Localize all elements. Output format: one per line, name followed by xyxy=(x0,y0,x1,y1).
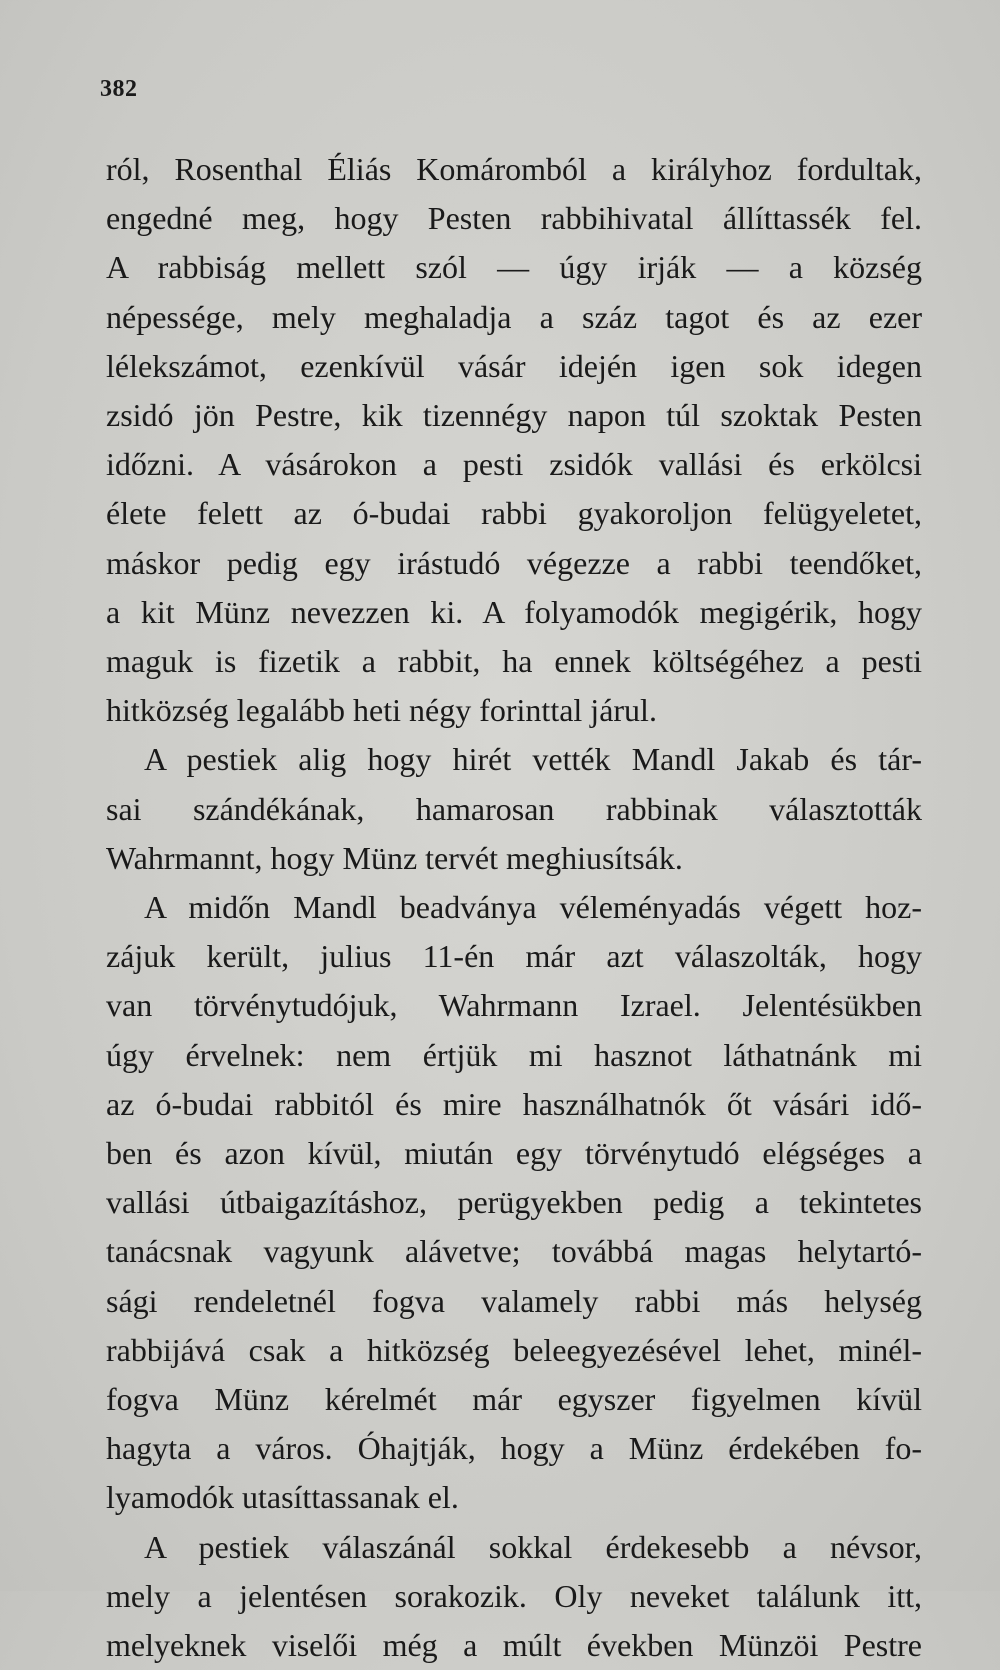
page-number: 382 xyxy=(100,76,138,102)
paragraph xyxy=(106,1523,922,1670)
text-line: zsidó jön Pestre, kik tizennégy napon túl szoktak Pesten xyxy=(106,397,922,434)
text-line: fogva Münz kérelmét már egyszer figyelmen kívül xyxy=(106,1381,922,1418)
text-line: Wahrmannt, hogy Münz tervét meghiusítsák. xyxy=(106,839,683,876)
body-text xyxy=(106,145,922,1670)
text-line: úgy érvelnek: nem értjük mi hasznot láthatnánk mi xyxy=(106,1036,922,1073)
text-line: A rabbiság mellett szól — úgy irják — a község xyxy=(106,249,922,286)
text-line: élete felett az ó-budai rabbi gyakoroljon felügyeletet, xyxy=(106,495,922,532)
text-line: A pestiek alig hogy hirét vették Mandl Jakab és tár- xyxy=(144,741,922,778)
text-line: melyeknek viselői még a múlt években Münzöi Pestre xyxy=(106,1627,922,1664)
text-line: A midőn Mandl beadványa véleményadás végett hoz- xyxy=(144,889,922,926)
text-line: ról, Rosenthal Éliás Komáromból a királyhoz fordultak, xyxy=(106,151,922,187)
text-line: hitközség legalább heti négy forinttal járul. xyxy=(106,692,657,729)
text-line: hagyta a város. Óhajtják, hogy a Münz érdekében fo- xyxy=(106,1430,922,1467)
text-line: népessége, mely meghaladja a száz tagot és az ezer xyxy=(106,298,922,335)
paragraph xyxy=(106,883,922,1523)
text-line: ben és azon kívül, miután egy törvénytudó elégséges a xyxy=(106,1135,922,1172)
text-line: zájuk került, julius 11-én már azt válaszolták, hogy xyxy=(106,938,922,975)
text-line: a kit Münz nevezzen ki. A folyamodók megigérik, hogy xyxy=(106,593,922,630)
text-line: engedné meg, hogy Pesten rabbihivatal állíttassék fel. xyxy=(106,200,922,237)
text-line: mely a jelentésen sorakozik. Oly neveket találunk itt, xyxy=(106,1577,922,1614)
text-line: az ó-budai rabbitól és mire használhatnók őt vásári idő- xyxy=(106,1085,922,1122)
text-line: van törvénytudójuk, Wahrmann Izrael. Jelentésükben xyxy=(106,987,922,1024)
text-line: vallási útbaigazításhoz, perügyekben pedig a tekintetes xyxy=(106,1184,922,1221)
text-line: tanácsnak vagyunk alávetve; továbbá magas helytartó- xyxy=(106,1233,922,1270)
text-line: időzni. A vásárokon a pesti zsidók vallási és erkölcsi xyxy=(106,446,922,483)
text-line: maguk is fizetik a rabbit, ha ennek költségéhez a pesti xyxy=(106,643,922,680)
text-line: sai szándékának, hamarosan rabbinak választották xyxy=(106,790,922,827)
text-line: lélekszámot, ezenkívül vásár idején igen sok idegen xyxy=(106,347,922,384)
text-line: sági rendeletnél fogva valamely rabbi más helység xyxy=(106,1282,922,1319)
text-line: máskor pedig egy irástudó végezze a rabbi teendőket, xyxy=(106,544,922,581)
text-line: lyamodók utasíttassanak el. xyxy=(106,1479,459,1516)
paragraph xyxy=(106,735,922,883)
text-line: A pestiek válaszánál sokkal érdekesebb a névsor, xyxy=(144,1528,922,1565)
text-line: rabbijává csak a hitközség beleegyezésével lehet, minél- xyxy=(106,1331,922,1368)
paragraph xyxy=(106,145,922,735)
